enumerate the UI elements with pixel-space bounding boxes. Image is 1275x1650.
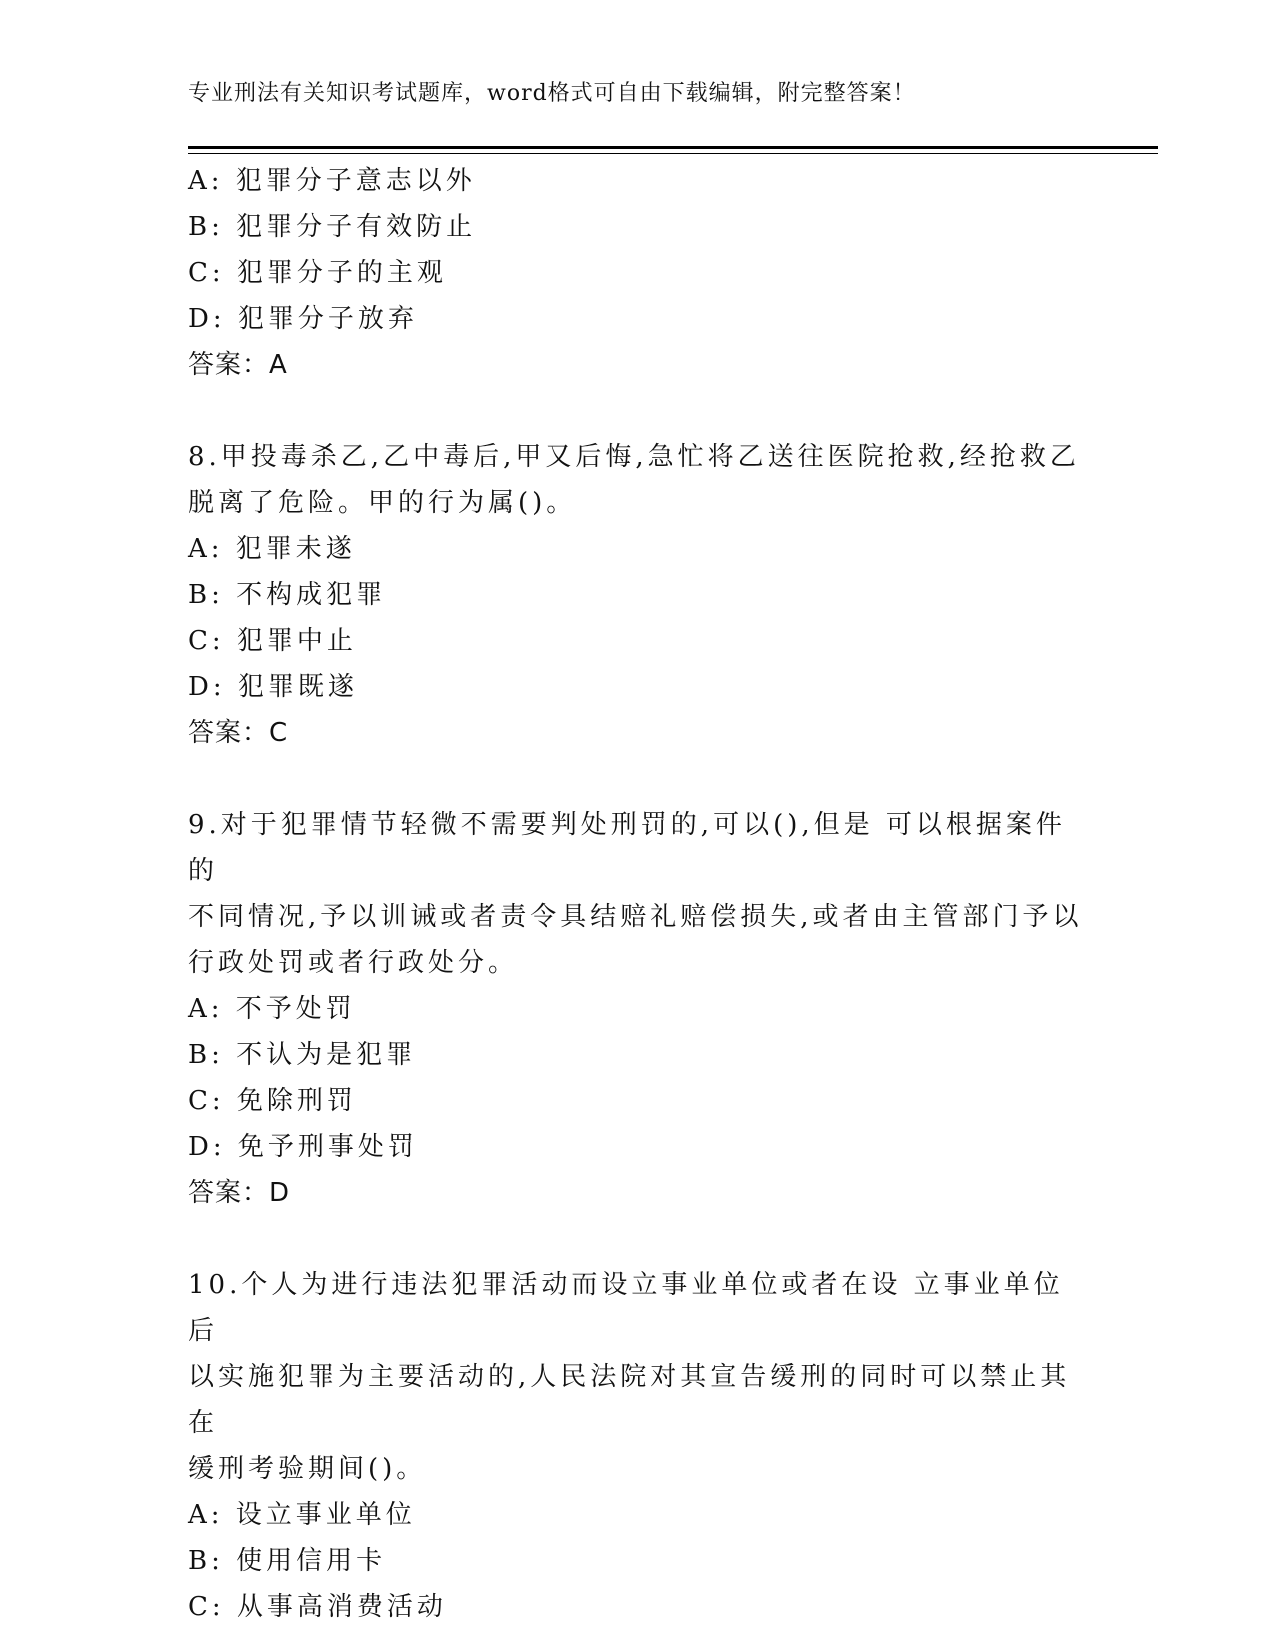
- option-b: B: 不认为是犯罪: [188, 1040, 417, 1070]
- question-text-line: 不同情况,予以训诫或者责令具结赔礼赔偿损失,或者由主管部门予以: [188, 902, 1083, 932]
- option-c: C: 免除刑罚: [188, 1086, 357, 1116]
- question-7-continued: [188, 158, 1088, 388]
- question-8: [188, 434, 1088, 756]
- document-header: 专业刑法有关知识考试题库，word格式可自由下载编辑，附完整答案！: [188, 81, 916, 106]
- spacer: [188, 756, 1088, 802]
- answer-line: 答案：D: [188, 1178, 291, 1208]
- option-a: A: 犯罪分子意志以外: [188, 166, 476, 196]
- option-d: D: 犯罪既遂: [188, 672, 358, 702]
- question-text-line: 脱离了危险。甲的行为属()。: [188, 488, 577, 518]
- question-10: [188, 1262, 1088, 1630]
- option-a: A: 不予处罚: [188, 994, 356, 1024]
- question-text-line: 缓刑考验期间()。: [188, 1454, 427, 1484]
- option-b: B: 犯罪分子有效防止: [188, 212, 477, 242]
- document-body: [188, 158, 1088, 1630]
- question-9: [188, 802, 1088, 1216]
- option-d: D: 免予刑事处罚: [188, 1132, 418, 1162]
- option-c: C: 从事高消费活动: [188, 1592, 447, 1622]
- answer-line: 答案：C: [188, 718, 289, 748]
- option-c: C: 犯罪分子的主观: [188, 258, 447, 288]
- option-d: D: 犯罪分子放弃: [188, 304, 418, 334]
- option-a: A: 犯罪未遂: [188, 534, 356, 564]
- question-text-line: 8.甲投毒杀乙,乙中毒后,甲又后悔,急忙将乙送往医院抢救,经抢救乙: [188, 442, 1080, 472]
- option-c: C: 犯罪中止: [188, 626, 357, 656]
- question-text-line: 以实施犯罪为主要活动的,人民法院对其宣告缓刑的同时可以禁止其在: [188, 1362, 1071, 1438]
- spacer: [188, 1216, 1088, 1262]
- header-rule-thick: [188, 146, 1158, 149]
- question-text-line: 行政处罚或者行政处分。: [188, 948, 519, 978]
- option-b: B: 使用信用卡: [188, 1546, 387, 1576]
- option-a: A: 设立事业单位: [188, 1500, 416, 1530]
- spacer: [188, 388, 1088, 434]
- header-rule-thin: [188, 153, 1158, 154]
- question-text-line: 9.对于犯罪情节轻微不需要判处刑罚的,可以(),但是 可以根据案件的: [188, 810, 1066, 886]
- question-text-line: 10.个人为进行违法犯罪活动而设立事业单位或者在设 立事业单位后: [188, 1270, 1064, 1346]
- option-b: B: 不构成犯罪: [188, 580, 387, 610]
- answer-line: 答案：A: [188, 350, 288, 380]
